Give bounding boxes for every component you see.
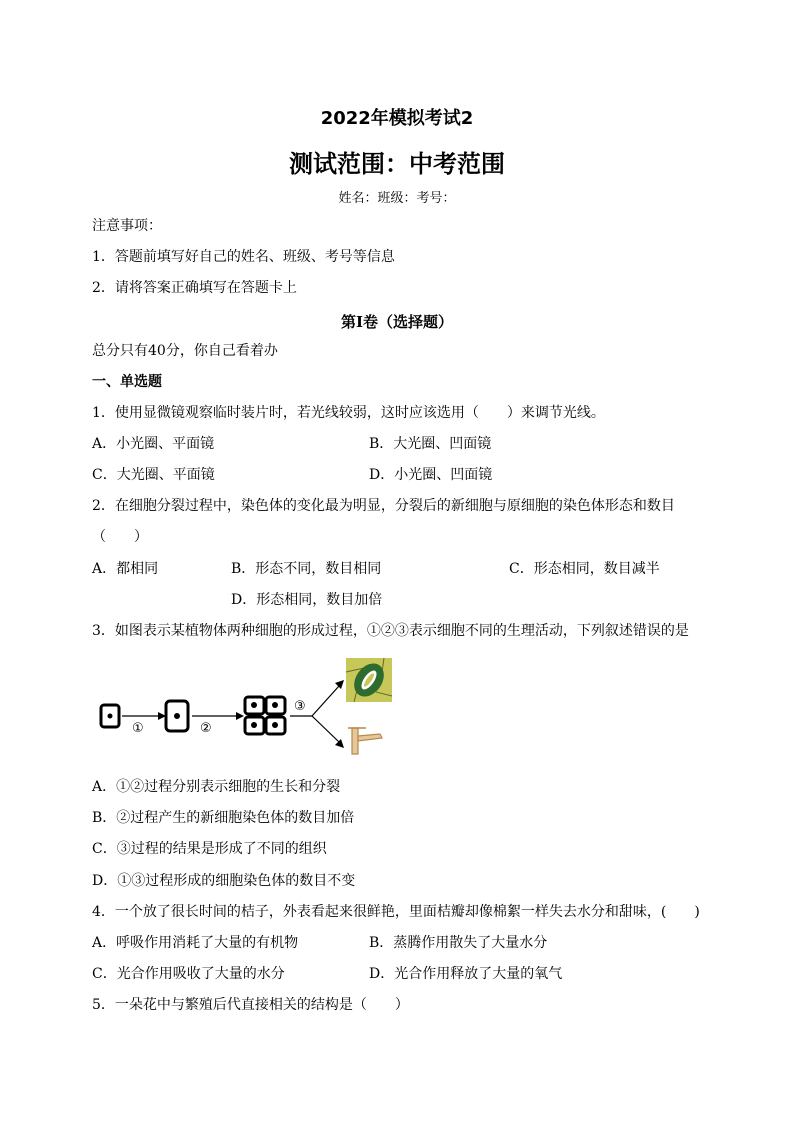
guard-cell-image bbox=[346, 658, 392, 702]
question-4-stem: 4．一个放了很长时间的桔子，外表看起来很鲜艳，里面桔瓣却像棉絮一样失去水分和甜味，( ) bbox=[92, 904, 700, 920]
student-info: 姓名：班级：考号： bbox=[338, 191, 456, 206]
section-heading: 一、单选题 bbox=[92, 374, 162, 390]
cell-original-nucleus bbox=[108, 714, 113, 719]
arrow-branch-down bbox=[312, 716, 339, 742]
arrow-branch-up-head bbox=[335, 680, 344, 689]
question-2-stem: 2．在细胞分裂过程中，染色体的变化最为明显，分裂后的新细胞与原细胞的染色体形态和数目 bbox=[92, 498, 675, 514]
question-2-stem-cont: （ ） bbox=[92, 529, 148, 545]
cell-division-figure bbox=[96, 652, 406, 762]
arrow-branch-up bbox=[312, 686, 339, 716]
question-5-stem: 5．一朵花中与繁殖后代直接相关的结构是（ ） bbox=[92, 997, 409, 1013]
figure-label-1: ① bbox=[132, 721, 144, 736]
note-item-1: 1．答题前填写好自己的姓名、班级、考号等信息 bbox=[92, 249, 395, 265]
cell-grown-nucleus bbox=[174, 713, 180, 719]
volume-title: 第I卷（选择题） bbox=[340, 313, 454, 331]
question-1-option-a: A．小光圈、平面镜 bbox=[92, 436, 215, 452]
question-4-option-a: A．呼吸作用消耗了大量的有机物 bbox=[92, 935, 299, 951]
exam-scope: 测试范围：中考范围 bbox=[289, 150, 505, 178]
cell-divided-group bbox=[245, 697, 285, 734]
question-3-option-b: B．②过程产生的新细胞染色体的数目加倍 bbox=[92, 810, 355, 826]
question-2-option-c: C．形态相同，数目减半 bbox=[509, 561, 660, 577]
question-4-option-c: C．光合作用吸收了大量的水分 bbox=[92, 966, 285, 982]
question-3-option-d: D．①③过程形成的细胞染色体的数目不变 bbox=[92, 873, 356, 889]
question-1-option-b: B．大光圈、凹面镜 bbox=[369, 436, 492, 452]
root-hair-cell-image bbox=[348, 728, 382, 754]
note-item-2: 2．请将答案正确填写在答题卡上 bbox=[92, 280, 297, 296]
figure-label-3: ③ bbox=[294, 699, 306, 714]
question-1-stem: 1．使用显微镜观察临时装片时，若光线较弱，这时应该选用（ ）来调节光线。 bbox=[92, 405, 605, 421]
question-3-stem: 3．如图表示某植物体两种细胞的形成过程，①②③表示细胞不同的生理活动，下列叙述错误的是 bbox=[92, 623, 689, 639]
notes-heading: 注意事项： bbox=[92, 218, 162, 234]
question-3-option-a: A．①②过程分别表示细胞的生长和分裂 bbox=[92, 779, 341, 795]
question-2-option-b: B．形态不同，数目相同 bbox=[231, 561, 382, 577]
exam-title: 2022年模拟考试2 bbox=[320, 108, 474, 129]
figure-label-2: ② bbox=[200, 721, 212, 736]
question-1-option-d: D．小光圈、凹面镜 bbox=[369, 467, 493, 483]
question-2-option-d: D．形态相同，数目加倍 bbox=[231, 592, 383, 608]
question-4-option-d: D．光合作用释放了大量的氧气 bbox=[369, 966, 563, 982]
question-2-option-a: A．都相同 bbox=[92, 561, 159, 577]
question-1-option-c: C．大光圈、平面镜 bbox=[92, 467, 215, 483]
question-3-option-c: C．③过程的结果是形成了不同的组织 bbox=[92, 841, 327, 857]
arrow-branch-down-head bbox=[335, 739, 344, 748]
arrow-2-head bbox=[236, 712, 244, 720]
volume-subtitle: 总分只有40分，你自己看着办 bbox=[92, 343, 278, 359]
question-4-option-b: B．蒸腾作用散失了大量水分 bbox=[369, 935, 548, 951]
